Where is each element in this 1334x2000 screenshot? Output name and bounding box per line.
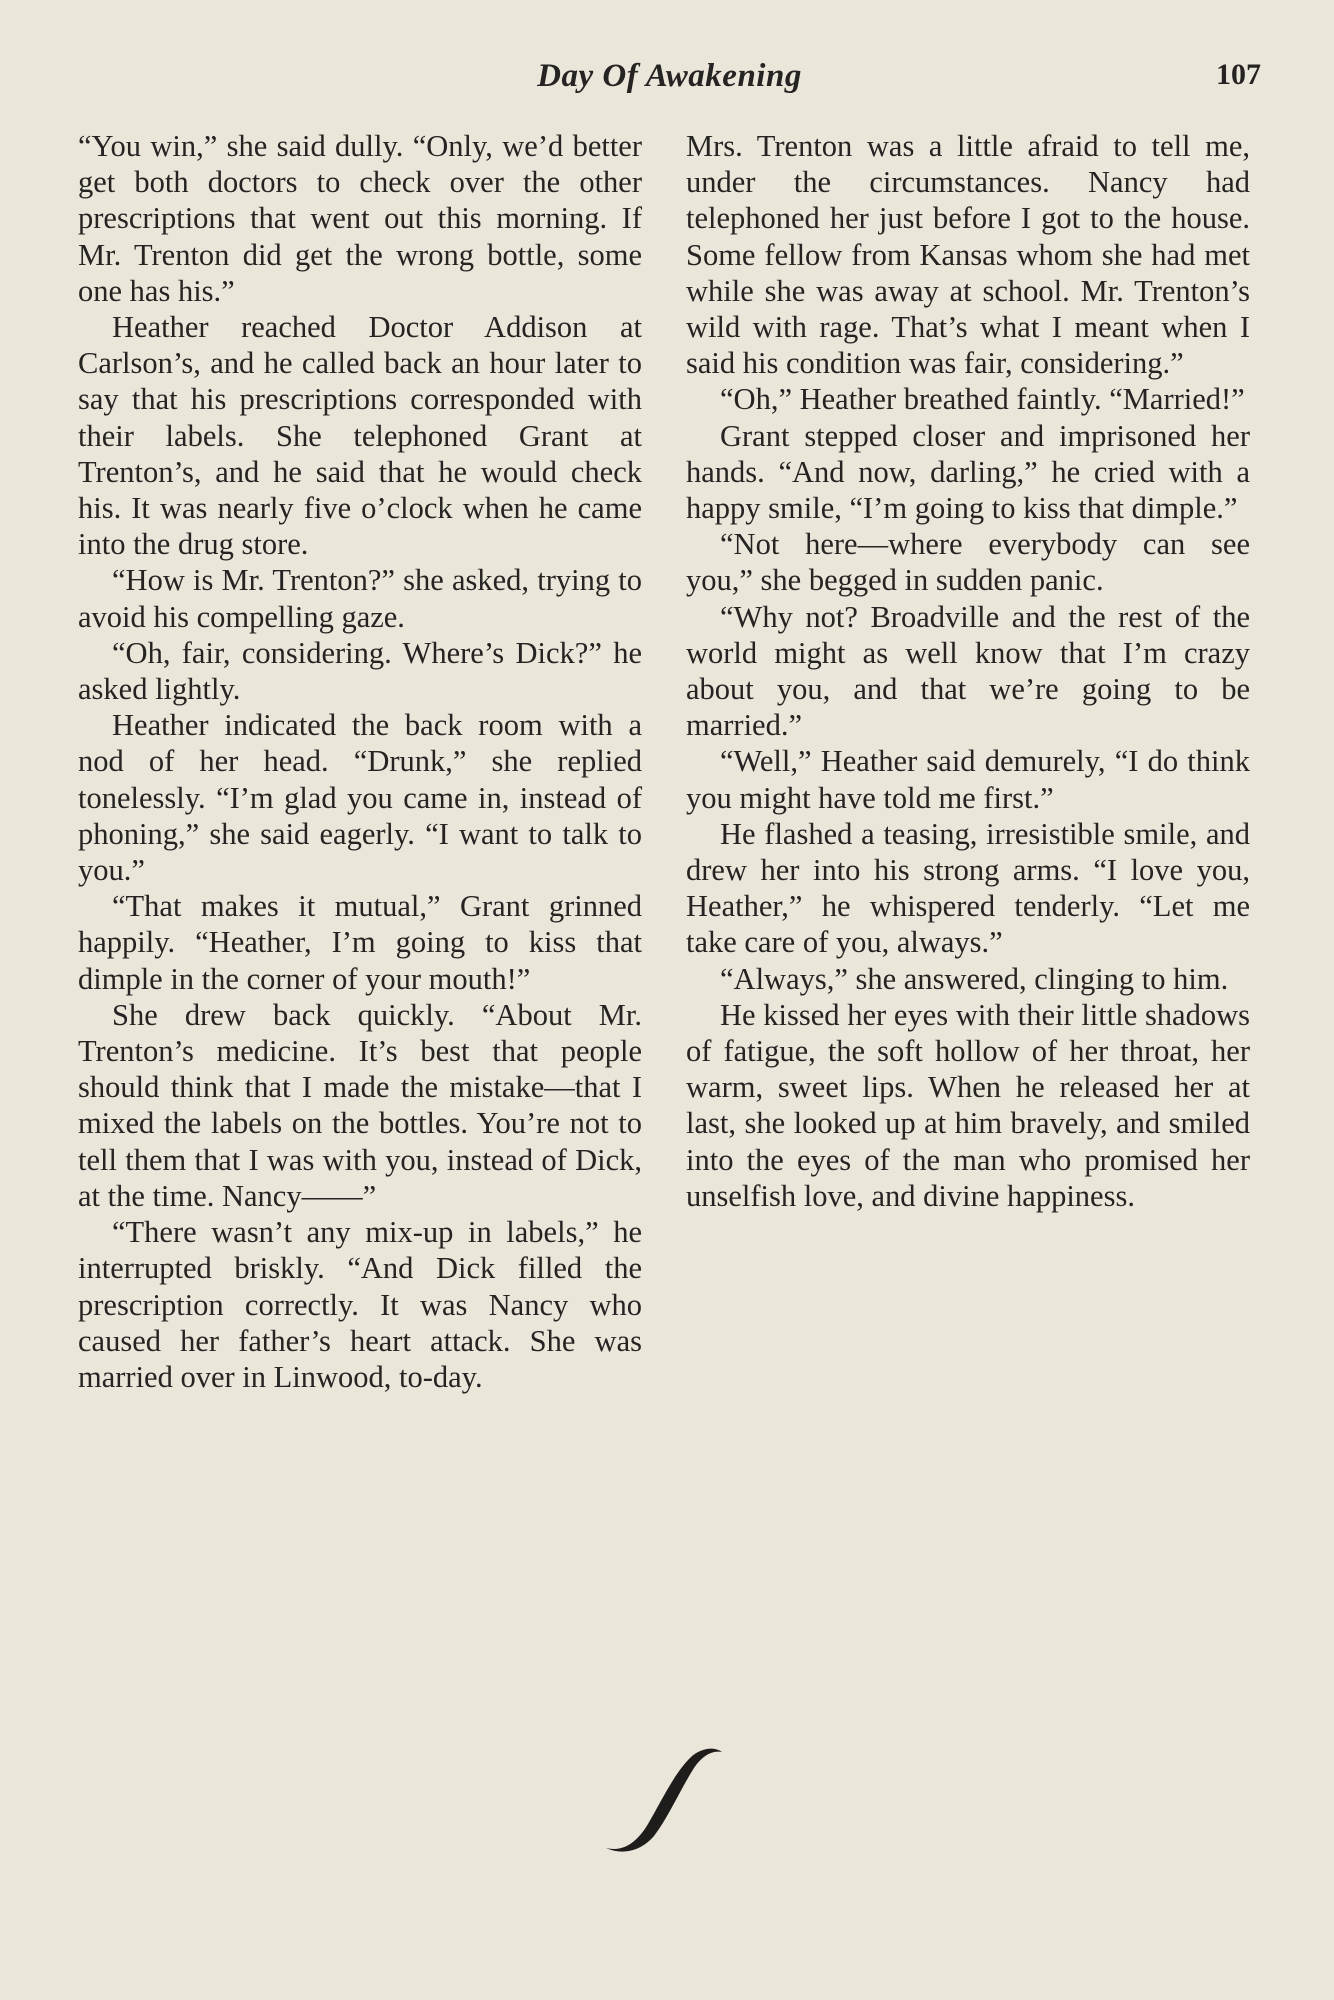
paragraph: She drew back quickly. “About Mr. Trenton’s medicine. It’s best that people should think that I made the mistake—that I mixed the labels on the bottles. You’re not to tell them that I was with you, instead of Dick, at the time. Nancy——” — [78, 997, 642, 1213]
paragraph: Heather indicated the back room with a nod of her head. “Drunk,” she replied tonelessly. “I’m glad you came in, instead of phoning,” she said eagerly. “I want to talk to you.” — [78, 708, 642, 888]
paragraph: Mrs. Trenton was a little afraid to tell me, under the circumstances. Nancy had telephoned her just before I got to the house. Some fellow from Kansas whom she had met while she was away at school. Mr. Trenton’s wild with rage. That’s what I meant when I said his condition was fair, considering.” — [686, 129, 1250, 381]
left-column — [78, 128, 642, 1395]
paragraph: “Oh,” Heather breathed faintly. “Married!” — [720, 382, 1245, 417]
paragraph: “Not here—where everybody can see you,” she begged in sudden panic. — [686, 527, 1250, 598]
right-column — [686, 128, 1250, 1214]
paragraph: “Always,” she answered, clinging to him. — [720, 961, 1229, 996]
end-flourish-icon — [600, 1740, 730, 1860]
paragraph: “Oh, fair, considering. Where’s Dick?” he asked lightly. — [78, 635, 642, 707]
paragraph: “Well,” Heather said demurely, “I do think you might have told me first.” — [686, 744, 1250, 815]
paragraph: Grant stepped closer and imprisoned her hands. “And now, darling,” he cried with a happy smile, “I’m going to kiss that dimple.” — [686, 418, 1250, 526]
paragraph: “There wasn’t any mix-up in labels,” he interrupted briskly. “And Dick filled the prescription correctly. It was Nancy who caused her father’s heart attack. She was married over in Linwood, to-day. — [78, 1215, 642, 1394]
page-number: 107 — [1216, 58, 1261, 91]
paragraph: “Why not? Broadville and the rest of the world might as well know that I’m crazy about you, and that we’re going to be married.” — [686, 599, 1250, 743]
paragraph: “How is Mr. Trenton?” she asked, trying to avoid his compelling gaze. — [78, 563, 642, 634]
paragraph: “You win,” she said dully. “Only, we’d better get both doctors to check over the other prescriptions that went out this morning. If Mr. Trenton did get the wrong bottle, some one has his.” — [78, 129, 642, 308]
page-header — [78, 58, 1261, 106]
paragraph: He kissed her eyes with their little shadows of fatigue, the soft hollow of her throat, her warm, sweet lips. When he released her at last, she looked up at him bravely, and smiled into the eyes of the man who promised her unselfish love, and divine happiness. — [686, 997, 1250, 1213]
paragraph: “That makes it mutual,” Grant grinned happily. “Heather, I’m going to kiss that dimple in the corner of your mouth!” — [78, 889, 642, 996]
paragraph: He flashed a teasing, irresistible smile, and drew her into his strong arms. “I love you, Heather,” he whispered tenderly. “Let me take care of you, always.” — [686, 816, 1250, 960]
paragraph: Heather reached Doctor Addison at Carlson’s, and he called back an hour later to say that his prescriptions corresponded with their labels. She telephoned Grant at Trenton’s, and he said that he would check his. It was nearly five o’clock when he came into the drug store. — [78, 310, 642, 562]
running-title: Day Of Awakening — [537, 58, 802, 94]
